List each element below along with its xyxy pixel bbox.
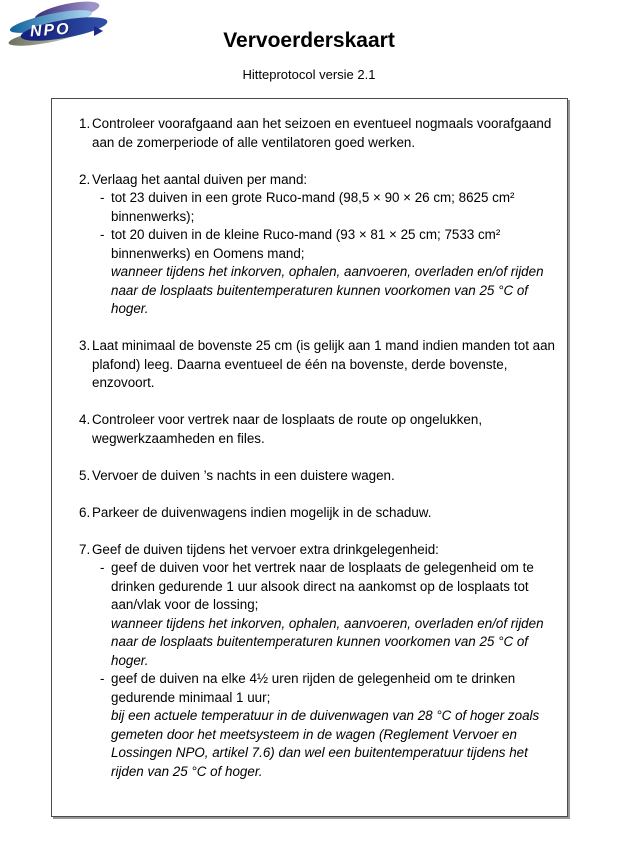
item-text: Controleer voor vertrek naar de losplaats de route op ongelukken, wegwerkzaamheden en files. — [92, 412, 483, 446]
npo-logo — [8, 2, 112, 50]
item-number: 6. — [79, 504, 91, 520]
bullet-marker: - — [100, 671, 105, 686]
item-number: 4. — [79, 412, 91, 427]
item-text: Vervoer de duiven ’s nachts in een duistere wagen. — [92, 467, 395, 483]
item-text: Laat minimaal de bovenste 25 cm (is gelijk aan 1 mand indien manden tot aan plafond) leeg. Daarna eventueel de één na bovenste, derde bovenste, enzovoort. — [92, 338, 555, 390]
bullet-text: geef de duiven voor het vertrek naar de losplaats de gelegenheid om te drinken gedurende 1 uur alsook direct na aankomst op de losplaats tot aan/vlak voor de lossing; — [111, 560, 534, 612]
item-text: Geef de duiven tijdens het vervoer extra drinkgelegenheid: — [92, 541, 439, 557]
bullet-marker: - — [100, 190, 105, 205]
bullet-marker: - — [100, 560, 105, 575]
item-number: 1. — [79, 116, 91, 131]
list-item-1 — [79, 115, 555, 152]
bullet-note: wanneer tijdens het inkorven, ophalen, aanvoeren, overladen en/of rijden naar de losplaats buitentemperaturen kunnen voorkomen van 25 °C of hoger. — [111, 264, 544, 316]
list-item-6 — [79, 504, 555, 523]
list-item-4 — [79, 411, 555, 448]
item-number: 3. — [79, 338, 91, 353]
list-item-2 — [79, 171, 555, 319]
sub-bullet — [100, 226, 555, 319]
item-number: 7. — [79, 541, 91, 557]
bullet-text: geef de duiven na elke 4½ uren rijden de gelegenheid om te drinken gedurende minimaal 1 uur; — [111, 671, 516, 705]
sub-bullet — [100, 189, 555, 226]
bullet-note: wanneer tijdens het inkorven, ophalen, aanvoeren, overladen en/of rijden naar de losplaats buitentemperaturen kunnen voorkomen van 25 °C of hoger. — [111, 615, 544, 668]
item-number: 5. — [79, 467, 91, 483]
bullet-note: bij een actuele temperatuur in de duivenwagen van 28 °C of hoger zoals gemeten door het meetsysteem in de wagen (Reglement Vervoer en Lossingen NPO, artikel 7.6) dan wel een buitentemperatuur tijdens het rijden van 25 °C of hoger. — [111, 708, 540, 779]
protocol-box — [51, 98, 568, 817]
list-item-3 — [79, 337, 555, 393]
list-item-5 — [79, 467, 555, 486]
sub-bullet — [100, 559, 555, 670]
page-subtitle: Hitteprotocol versie 2.1 — [242, 67, 376, 82]
sub-bullet — [100, 670, 555, 781]
item-number: 2. — [79, 171, 91, 187]
bullet-text: tot 23 duiven in een grote Ruco-mand (98,5 × 90 × 26 cm; 8625 cm² binnenwerks); — [111, 190, 515, 224]
logo-arrow-icon — [94, 26, 103, 36]
item-text: Controleer voorafgaand aan het seizoen en eventueel nogmaals voorafgaand aan de zomerperiode of alle ventilatoren goed werken. — [92, 116, 552, 150]
bullet-text: tot 20 duiven in de kleine Ruco-mand (93 × 81 × 25 cm; 7533 cm² binnenwerks) en Oomens mand; — [111, 227, 501, 261]
page-title: Vervoerderskaart — [223, 29, 395, 52]
logo-wordmark: NPO — [29, 20, 72, 41]
list-item-7 — [79, 541, 555, 782]
bullet-marker: - — [100, 227, 105, 242]
item-text: Parkeer de duivenwagens indien mogelijk in de schaduw. — [92, 504, 432, 520]
item-text: Verlaag het aantal duiven per mand: — [92, 171, 308, 187]
